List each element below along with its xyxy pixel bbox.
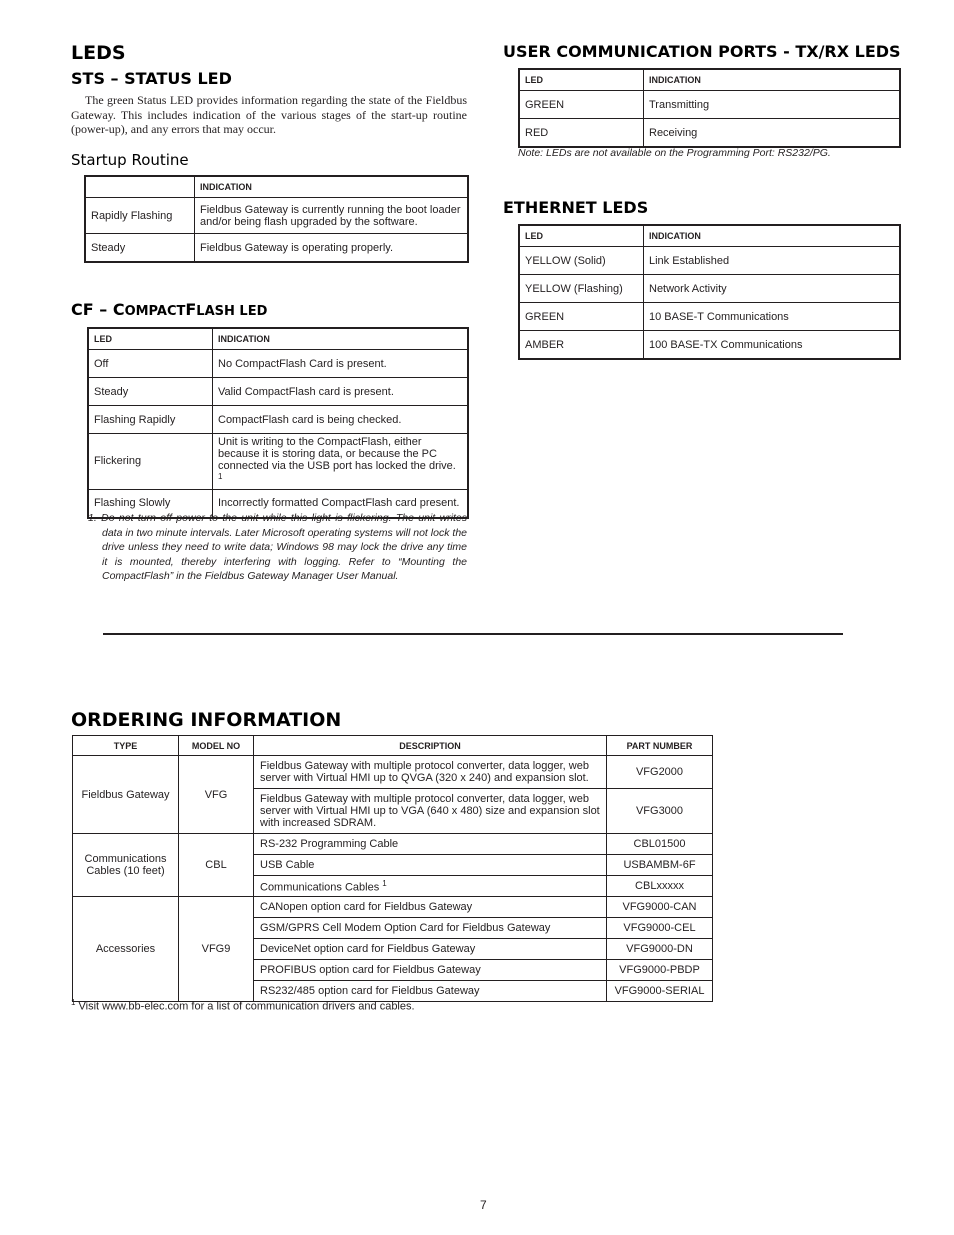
order-description-cell: PROFIBUS option card for Fieldbus Gateway bbox=[254, 960, 607, 981]
order-description-cell: GSM/GPRS Cell Modem Option Card for Fieldbus Gateway bbox=[254, 918, 607, 939]
ethernet-table bbox=[518, 224, 901, 360]
compactflash-table bbox=[87, 327, 469, 519]
order-description-cell: RS232/485 option card for Fieldbus Gateway bbox=[254, 981, 607, 1002]
order-model-cell: VFG bbox=[179, 756, 254, 834]
eth-led-cell: GREEN bbox=[519, 303, 644, 331]
cf-heading-small2: LASH bbox=[196, 304, 235, 319]
table-row bbox=[73, 756, 713, 789]
table-row bbox=[519, 275, 900, 303]
user-ports-table bbox=[518, 68, 901, 148]
ordering-heading: ORDERING INFORMATION bbox=[71, 709, 342, 731]
cf-indication-cell: Valid CompactFlash card is present. bbox=[213, 378, 469, 406]
order-part-cell: VFG2000 bbox=[607, 756, 713, 789]
table-row bbox=[88, 378, 468, 406]
table-row bbox=[73, 897, 713, 918]
order-part-cell: VFG9000-DN bbox=[607, 939, 713, 960]
order-model-cell: CBL bbox=[179, 834, 254, 897]
order-description-cell: DeviceNet option card for Fieldbus Gateway bbox=[254, 939, 607, 960]
cf-indication-cell bbox=[213, 434, 469, 490]
startup-routine-heading: Startup Routine bbox=[71, 151, 189, 169]
startup-table bbox=[84, 175, 469, 263]
table-row bbox=[73, 834, 713, 855]
startup-led-cell: Rapidly Flashing bbox=[85, 198, 195, 234]
order-cables-text: Communications Cables bbox=[260, 881, 380, 894]
cf-indication-cell: No CompactFlash Card is present. bbox=[213, 350, 469, 378]
table-row bbox=[519, 303, 900, 331]
order-part-cell: VFG9000-PBDP bbox=[607, 960, 713, 981]
cf-flicker-text: Unit is writing to the CompactFlash, either because it is storing data, or because the PC connected via the USB port has locked the drive. bbox=[218, 436, 456, 472]
leds-heading: LEDS bbox=[71, 42, 126, 64]
order-description-cell: Fieldbus Gateway with multiple protocol converter, data logger, web server with Virtual HMI up to QVGA (320 x 240) and expansion slot. bbox=[254, 756, 607, 789]
cf-heading-mid: F bbox=[185, 300, 197, 319]
cf-heading-suffix: LED bbox=[234, 304, 268, 319]
sts-heading: STS – STATUS LED bbox=[71, 69, 232, 88]
user-ports-heading: USER COMMUNICATION PORTS - TX/RX LEDS bbox=[503, 42, 901, 61]
cf-led-cell: Flashing Slowly bbox=[88, 489, 213, 518]
table-row bbox=[519, 247, 900, 275]
eth-indication-cell: 100 BASE-TX Communications bbox=[644, 331, 901, 360]
eth-indication-cell: 10 BASE-T Communications bbox=[644, 303, 901, 331]
table-row bbox=[519, 119, 900, 148]
table-row bbox=[519, 331, 900, 360]
eth-indication-cell: Network Activity bbox=[644, 275, 901, 303]
order-type-cell: Accessories bbox=[73, 897, 179, 1002]
table-row bbox=[88, 406, 468, 434]
eth-header-indication: INDICATION bbox=[644, 225, 901, 247]
ports-header-indication: INDICATION bbox=[644, 69, 901, 91]
cf-led-cell: Off bbox=[88, 350, 213, 378]
order-description-cell: Fieldbus Gateway with multiple protocol converter, data logger, web server with Virtual HMI up to VGA (640 x 480) size and expansion slot with increased SDRAM. bbox=[254, 789, 607, 834]
ports-indication-cell: Transmitting bbox=[644, 91, 901, 119]
eth-led-cell: YELLOW (Solid) bbox=[519, 247, 644, 275]
sts-paragraph: The green Status LED provides information regarding the state of the Fieldbus Gateway. This includes indication of the various stages of the start-up routine (power-up), and any errors that may occur. bbox=[71, 93, 467, 136]
cf-footnote: 1. Do not turn off power to the unit while this light is flickering. The unit writes data in two minute intervals. Later Microsoft operating systems will not lock the drive unless they need to write data; Windows 98 may lock the drive any time it is mounted, thereby interfering with logging. Refer to “Mounting the CompactFlash” in the Fieldbus Gateway Manager User Manual. bbox=[88, 512, 467, 583]
ordering-footnote-text: Visit www.bb-elec.com for a list of communication drivers and cables. bbox=[75, 1000, 415, 1013]
order-description-cell bbox=[254, 876, 607, 897]
startup-header-blank bbox=[85, 176, 195, 198]
startup-header-indication: INDICATION bbox=[195, 176, 469, 198]
table-row bbox=[85, 198, 468, 234]
ports-led-cell: GREEN bbox=[519, 91, 644, 119]
eth-indication-cell: Link Established bbox=[644, 247, 901, 275]
order-part-cell: USBAMBM-6F bbox=[607, 855, 713, 876]
eth-led-cell: YELLOW (Flashing) bbox=[519, 275, 644, 303]
cf-heading-small1: OMPACT bbox=[124, 304, 186, 319]
order-part-cell: VFG3000 bbox=[607, 789, 713, 834]
ports-indication-cell: Receiving bbox=[644, 119, 901, 148]
order-description-cell: USB Cable bbox=[254, 855, 607, 876]
ethernet-heading: ETHERNET LEDS bbox=[503, 198, 649, 217]
section-divider bbox=[103, 633, 843, 635]
eth-header-led: LED bbox=[519, 225, 644, 247]
ports-header-led: LED bbox=[519, 69, 644, 91]
eth-led-cell: AMBER bbox=[519, 331, 644, 360]
startup-indication-cell: Fieldbus Gateway is operating properly. bbox=[195, 234, 469, 263]
footnote-mark: 1 bbox=[71, 998, 76, 1007]
cf-heading-prefix: CF – C bbox=[71, 300, 125, 319]
order-header-type: TYPE bbox=[73, 736, 179, 756]
order-type-cell: Fieldbus Gateway bbox=[73, 756, 179, 834]
table-row bbox=[85, 234, 468, 263]
cf-heading bbox=[71, 300, 267, 319]
order-header-part: PART NUMBER bbox=[607, 736, 713, 756]
cf-header-led: LED bbox=[88, 328, 213, 350]
cf-indication-cell: Incorrectly formatted CompactFlash card present. bbox=[213, 489, 469, 518]
order-type-cell: Communications Cables (10 feet) bbox=[73, 834, 179, 897]
ports-note: Note: LEDs are not available on the Programming Port: RS232/PG. bbox=[518, 147, 831, 159]
cf-led-cell: Flickering bbox=[88, 434, 213, 490]
ordering-footnote bbox=[71, 998, 415, 1013]
order-part-cell: VFG9000-SERIAL bbox=[607, 981, 713, 1002]
ports-led-cell: RED bbox=[519, 119, 644, 148]
footnote-mark: 1 bbox=[382, 878, 387, 888]
startup-led-cell: Steady bbox=[85, 234, 195, 263]
cf-led-cell: Flashing Rapidly bbox=[88, 406, 213, 434]
cf-led-cell: Steady bbox=[88, 378, 213, 406]
ordering-table bbox=[72, 735, 713, 1002]
order-part-cell: CBL01500 bbox=[607, 834, 713, 855]
order-part-cell: VFG9000-CAN bbox=[607, 897, 713, 918]
order-header-description: DESCRIPTION bbox=[254, 736, 607, 756]
table-row bbox=[88, 434, 468, 490]
order-description-cell: CANopen option card for Fieldbus Gateway bbox=[254, 897, 607, 918]
cf-indication-cell: CompactFlash card is being checked. bbox=[213, 406, 469, 434]
order-part-cell: CBLxxxxx bbox=[607, 876, 713, 897]
order-description-cell: RS-232 Programming Cable bbox=[254, 834, 607, 855]
order-part-cell: VFG9000-CEL bbox=[607, 918, 713, 939]
table-row bbox=[88, 350, 468, 378]
table-row bbox=[519, 91, 900, 119]
order-header-model: MODEL NO bbox=[179, 736, 254, 756]
startup-indication-cell: Fieldbus Gateway is currently running the boot loader and/or being flash upgraded by the software. bbox=[195, 198, 469, 234]
order-model-cell: VFG9 bbox=[179, 897, 254, 1002]
footnote-mark: 1 bbox=[218, 472, 223, 481]
page-number: 7 bbox=[480, 1198, 487, 1212]
cf-header-indication: INDICATION bbox=[213, 328, 469, 350]
